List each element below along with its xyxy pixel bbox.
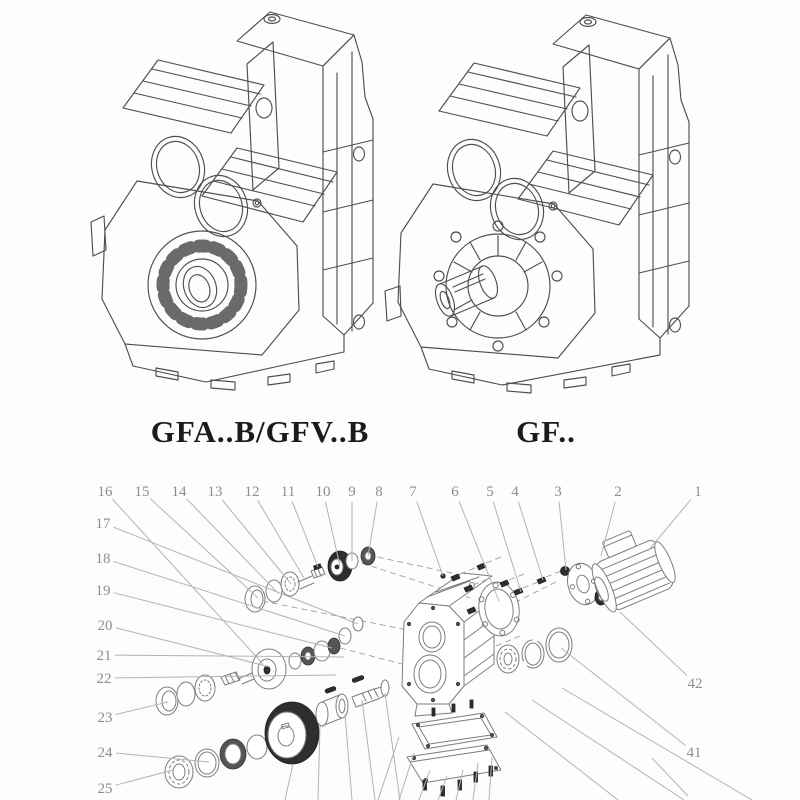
leader-line-41 bbox=[561, 648, 685, 745]
callout-number-20: 20 bbox=[97, 618, 113, 634]
callout-number-18: 18 bbox=[95, 551, 111, 567]
model-label-gfab: GFA..B/GFV..B bbox=[150, 414, 370, 449]
callout-number-41: 41 bbox=[686, 745, 702, 761]
exploded-view bbox=[96, 484, 753, 800]
callout-number-5: 5 bbox=[486, 484, 494, 500]
leader-line-3 bbox=[559, 502, 566, 570]
gearbox-drawing-gf bbox=[385, 15, 689, 393]
leader-line-42 bbox=[620, 612, 687, 675]
leader-line-8 bbox=[368, 502, 377, 556]
gearbox-drawing-gfab bbox=[91, 12, 373, 390]
callout-number-6: 6 bbox=[451, 484, 459, 500]
leader-line-20 bbox=[116, 628, 270, 667]
callout-number-1: 1 bbox=[694, 484, 702, 500]
leader-line-1 bbox=[648, 499, 691, 551]
electric-motor bbox=[580, 520, 681, 615]
leader-line-25 bbox=[116, 770, 173, 785]
output-flange bbox=[434, 221, 562, 351]
leader-line-5 bbox=[493, 502, 521, 592]
callout-number-42: 42 bbox=[687, 676, 703, 692]
gear-housing bbox=[402, 573, 494, 716]
callout-number-16: 16 bbox=[97, 484, 113, 500]
callout-number-15: 15 bbox=[134, 484, 150, 500]
callout-number-21: 21 bbox=[96, 648, 112, 664]
callout-number-12: 12 bbox=[244, 484, 260, 500]
leader-line-7 bbox=[417, 501, 443, 576]
callout-number-4: 4 bbox=[511, 484, 519, 500]
callout-number-11: 11 bbox=[280, 484, 296, 500]
callout-number-10: 10 bbox=[315, 484, 331, 500]
leader-line-11 bbox=[292, 501, 318, 567]
callout-number-13: 13 bbox=[207, 484, 223, 500]
hollow-shaft-bearing bbox=[148, 231, 256, 339]
callout-number-19: 19 bbox=[95, 583, 111, 599]
output-side-parts bbox=[497, 628, 572, 673]
bottom-cover-assembly bbox=[407, 700, 501, 796]
model-label-gf: GF.. bbox=[516, 414, 576, 449]
callout-number-7: 7 bbox=[409, 484, 417, 500]
callout-number-9: 9 bbox=[348, 484, 356, 500]
callout-number-22: 22 bbox=[96, 671, 112, 687]
leader-line-12 bbox=[258, 500, 304, 578]
leader-line-4 bbox=[518, 501, 543, 580]
callout-number-2: 2 bbox=[614, 484, 622, 500]
callout-layer bbox=[96, 484, 703, 797]
callout-number-17: 17 bbox=[95, 516, 111, 532]
leader-line-24 bbox=[116, 753, 209, 762]
callout-number-14: 14 bbox=[171, 484, 187, 500]
callout-number-3: 3 bbox=[554, 484, 562, 500]
callout-number-25: 25 bbox=[97, 781, 113, 797]
callout-number-24: 24 bbox=[97, 745, 113, 761]
callout-number-23: 23 bbox=[97, 710, 113, 726]
callout-number-8: 8 bbox=[375, 484, 383, 500]
